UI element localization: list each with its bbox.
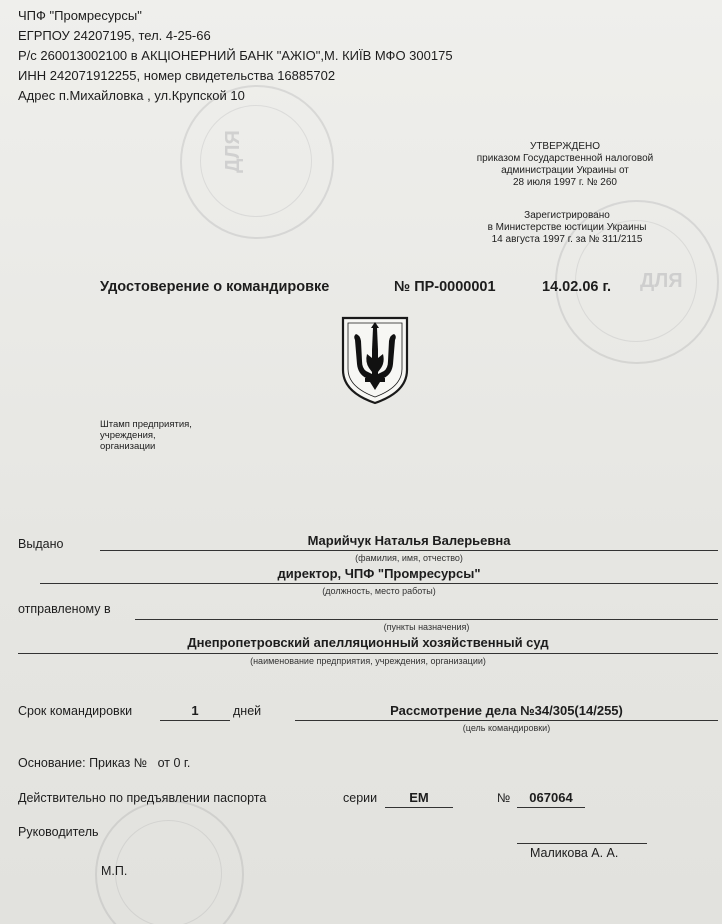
coat-of-arms-icon (339, 314, 411, 406)
document-title: Удостоверение о командировке (100, 279, 330, 295)
registration-line-3: 14 августа 1997 г. за № 311/2115 (491, 234, 643, 245)
approval-line-4: 28 июля 1997 г. № 260 (513, 177, 617, 188)
term-line (160, 720, 230, 721)
stamp-caption-line-1: Штамп предприятия, (100, 419, 192, 430)
company-bank-account: Р/с 260013002100 в АКЦІОНЕРНИЙ БАНК "АЖІО",М. КИЇВ МФО 300175 (18, 48, 453, 63)
approval-line-3: администрации Украины от (501, 165, 629, 176)
term-unit: дней (233, 704, 262, 718)
issued-to-name: Марийчук Наталья Валерьевна (307, 533, 511, 548)
head-name: Маликова А. А. (530, 846, 619, 860)
approval-block (460, 141, 670, 189)
series-value: ЕМ (409, 790, 429, 805)
document-number: № ПР-0000001 (394, 279, 496, 295)
company-inn: ИНН 242071912255, номер свидетельства 16885702 (18, 68, 336, 83)
stamp-caption-line-3: организации (100, 441, 156, 452)
passport-label: Действительно по предъявлении паспорта (18, 791, 267, 805)
series-label: серии (343, 791, 378, 805)
seal-label: М.П. (101, 864, 128, 878)
company-name: ЧПФ "Промресурсы" (18, 8, 142, 23)
term-value: 1 (191, 703, 199, 718)
issued-label: Выдано (18, 537, 64, 551)
purpose-caption: (цель командировки) (462, 723, 551, 733)
number-line (517, 807, 585, 808)
head-label: Руководитель (18, 825, 99, 839)
number-label: № (497, 791, 511, 805)
organization-line (18, 653, 718, 654)
ghost-watermark-top: ДЛЯ (221, 130, 244, 173)
approval-line-2: приказом Государственной налоговой (476, 153, 654, 164)
term-label: Срок командировки (18, 704, 133, 718)
document-date: 14.02.06 г. (542, 279, 612, 295)
company-address: Адрес п.Михайловка , ул.Крупской 10 (18, 88, 245, 103)
faint-stamp-bottom-inner (115, 820, 222, 924)
number-value: 067064 (529, 790, 573, 805)
faint-stamp-top-inner (200, 105, 312, 217)
sent-to-label: отправленому в (18, 602, 111, 616)
stamp-caption (100, 419, 192, 452)
position-value: директор, ЧПФ "Промресурсы" (277, 566, 481, 581)
series-line (385, 807, 453, 808)
ghost-watermark-right: ДЛЯ (640, 270, 683, 292)
issued-to-line (100, 550, 718, 551)
issued-to-caption: (фамилия, имя, отчество) (355, 553, 463, 563)
position-line (40, 583, 718, 584)
purpose-value: Рассмотрение дела №34/305(14/255) (390, 703, 623, 718)
destination-line (135, 619, 718, 620)
approval-line-1: УТВЕРЖДЕНО (529, 141, 601, 152)
organization-caption: (наименование предприятия, учреждения, организации) (250, 656, 486, 666)
organization-value: Днепропетровский апелляционный хозяйственный суд (187, 635, 549, 650)
position-caption: (должность, место работы) (322, 586, 436, 596)
basis-text: Основание: Приказ № от 0 г. (18, 756, 191, 770)
purpose-line (295, 720, 718, 721)
registration-line-1: Зарегистрировано (524, 210, 610, 221)
registration-line-2: в Министерстве юстиции Украины (487, 222, 647, 233)
destination-caption: (пункты назначения) (383, 622, 470, 632)
company-edrpou: ЕГРПОУ 24207195, тел. 4-25-66 (18, 28, 211, 43)
head-signature-line (517, 843, 647, 844)
registration-block (462, 210, 672, 246)
stamp-caption-line-2: учреждения, (100, 430, 156, 441)
